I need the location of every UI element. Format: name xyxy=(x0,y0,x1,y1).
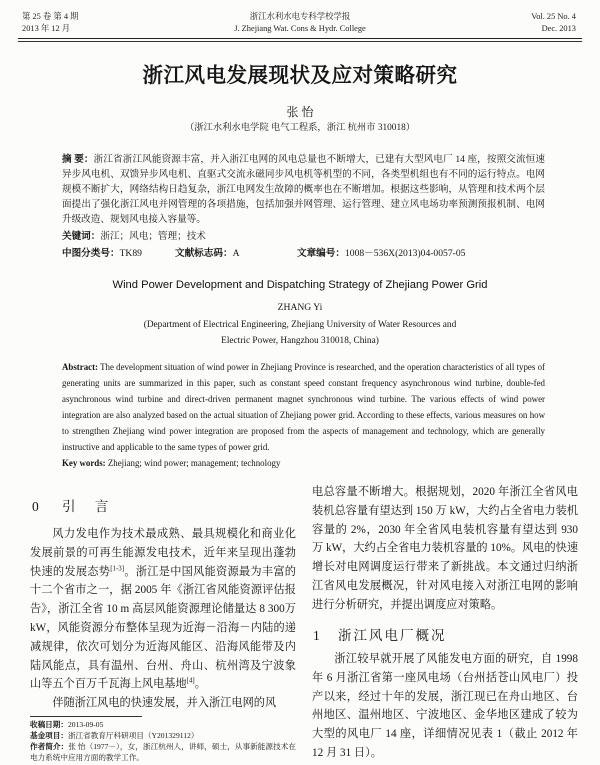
right-column-text xyxy=(312,483,578,763)
header-left xyxy=(22,11,79,35)
abstract-en-paragraph xyxy=(62,359,545,455)
classification-line xyxy=(62,246,545,261)
keywords-en xyxy=(62,455,545,471)
affiliation-en xyxy=(60,317,540,349)
intro-paragraph-2-continued: 电总容量不断增大。根据规划，2020 年浙江全省风电装机总容量有望达到 150 万 kW，大约占全省电力装机容量的 2%，2030 年全省风电装机容量有望达到 930 万 kW，大约占全省电力装机容量的 10%。风电的快速增长对电网调度运行带来了新挑战。本文通过归纳浙江省风电发展概况，针对风电接入对浙江电网的影响进行分析研究，并提出调度应对策略。 xyxy=(312,486,579,611)
section-title: 浙江风电厂概况 xyxy=(338,627,447,643)
affiliation-en-line: (Department of Electrical Engineering, Zhejiang University of Water Resources and xyxy=(143,320,457,330)
abstract-en-label: Abstract: xyxy=(62,362,98,372)
clc-label: 中图分类号： xyxy=(62,248,120,259)
document-code xyxy=(175,246,240,261)
document-code-label: 文献标志码： xyxy=(175,248,233,259)
paper-title-en: Wind Power Development and Dispatching Strategy of Zhejiang Power Grid xyxy=(112,279,488,291)
paper-title-cn: 浙江风电发展现状及应对策略研究 xyxy=(142,63,458,87)
abstract-en xyxy=(62,359,545,471)
section-number: 1 xyxy=(313,627,320,643)
citation: [1-3] xyxy=(110,563,125,572)
document-code-value: A xyxy=(232,248,240,259)
issue-date-en: Dec. 2013 xyxy=(541,24,576,33)
keywords-cn xyxy=(62,229,545,244)
article-id-value: 1008－536X(2013)04-0057-05 xyxy=(344,248,466,259)
section-title: 引 言 xyxy=(62,499,117,514)
section-heading-intro xyxy=(0,497,300,517)
abstract-en-text: The development situation of wind power in Zhejiang Province is researched, and the operation characteristics of all types of generating units are summarized in this paper, such as constant speed constant frequency asynchronous wind turbine, double-fed asynchronous wind turbine and direct-driven permanent magnet synchronous wind turbine. The various effects of wind power integration are also analyzed based on the actual situation of Zhejiang power grid. According to these effects, various measures on how to strengthen Zhejiang wind power integration are proposed from the aspects of management and technology, which are generally instructive and applicable to the same types of power grid. xyxy=(62,362,545,452)
keywords-cn-text: 浙江；风电；管理；技术 xyxy=(100,231,206,242)
footnote-rule xyxy=(30,716,142,717)
section-heading-1 xyxy=(312,626,578,646)
citation: [4] xyxy=(186,676,195,685)
affiliation-en-line: Electric Power, Hangzhou 310018, China) xyxy=(221,336,379,346)
footnote-author xyxy=(30,741,296,763)
keywords-cn-label: 关键词： xyxy=(62,231,101,242)
section-number: 0 xyxy=(32,499,39,514)
footnote-label: 基金项目： xyxy=(30,731,68,740)
left-column-text xyxy=(30,525,296,713)
abstract-cn-text: 浙江省浙江风能资源丰富，并入浙江电网的风电总量也不断增大，已建有大型风电厂 14 座，按照交流恒速异步风电机、双馈异步风电机、直驱式交流永磁同步风电机等机型的不同，各类型机组也有不同的运行特点。电网规模不断扩大，网络结构日趋复杂，浙江电网发生故障的概率也在不断增加。根据这些影响，从管理和技术两个层面提出了强化浙江风电并网管理的各项措施，包括加强并网管理、运行管理、建立风电场功率预测预报机制、电网升级改造、规划风电接入容量等。 xyxy=(62,154,545,225)
footnote-received xyxy=(30,719,296,730)
footnote-fund xyxy=(30,730,296,741)
text-run: 。 xyxy=(194,678,206,691)
footnote-text: 2013-09-05 xyxy=(67,720,104,729)
abstract-cn-label: 摘 要： xyxy=(62,154,94,165)
author-en: ZHANG Yi xyxy=(277,302,323,313)
intro-paragraph-1 xyxy=(30,525,296,694)
footnote-label: 作者简介： xyxy=(30,742,69,751)
header-rule xyxy=(18,38,582,39)
footnotes xyxy=(30,719,296,763)
footnote-text: 浙江省教育厅科研项目（Y201329112） xyxy=(67,731,199,740)
article-id xyxy=(297,246,465,261)
header-right xyxy=(531,11,576,35)
volume-issue: 第 25 卷 第 4 期 xyxy=(22,12,79,21)
clc-value: TK89 xyxy=(119,248,142,259)
abstract-cn xyxy=(62,152,545,227)
header-journal xyxy=(150,11,450,35)
header-rule-thin xyxy=(18,41,582,42)
affiliation-cn: （浙江水利水电学院 电气工程系，浙江 杭州市 310018） xyxy=(184,123,416,133)
keywords-en-text: Zhejiang; wind power; management; technology xyxy=(105,458,281,468)
text-run: 风力发电作为技术最成熟、最具规模化和商业化发展前景的可再生能源发电技术，近年来呈现出蓬勃快速的发展态势 xyxy=(30,528,296,578)
journal-name-en: J. Zhejiang Wat. Cons & Hydr. College xyxy=(234,24,366,33)
author-cn: 张 怡 xyxy=(286,105,314,119)
text-run: 。浙江是中国风能资源最为丰富的十二个省市之一，据 2005 年《浙江省风能资源评估报告》，浙江全省 10 m 高层风能资源理论储量达 8 300万 kW，风能资源分布整体呈现为近海－沿海－内陆的递减规律，依次可划分为近海风能区、沿海风能带及内陆风能点，具有温州、台州、舟山、杭州湾及宁波象山等五个百万千瓦海上风电基地 xyxy=(30,565,296,691)
footnote-text: 张 怡（1977－），女，浙江杭州人，讲师，硕士，从事新能源技术在电力系统中应用方面的教学工作。 xyxy=(30,742,296,762)
volume-issue-en: Vol. 25 No. 4 xyxy=(531,12,576,21)
issue-date-cn: 2013 年 12 月 xyxy=(22,24,71,33)
footnote-label: 收稿日期： xyxy=(30,720,68,729)
intro-paragraph-2-start: 伴随浙江风电的快速发展，并入浙江电网的风 xyxy=(52,697,277,710)
clc-number xyxy=(62,246,142,261)
section-1-paragraph: 浙江较早就开展了风能发电方面的研究，自 1998 年 6 月浙江省第一座风电场（台州括苍山风电厂）投产以来，经过十年的发展，浙江现已在舟山地区、台州地区、温州地区、宁波地区、金华地区建成了较为大型的风电厂 14 座，详细情况见表 1（截止 2012 年 12 月 31 日）。 xyxy=(312,652,578,759)
keywords-en-label: Key words: xyxy=(62,458,106,468)
article-id-label: 文章编号： xyxy=(297,248,345,259)
journal-name-cn: 浙江水利水电专科学校学报 xyxy=(249,12,351,21)
